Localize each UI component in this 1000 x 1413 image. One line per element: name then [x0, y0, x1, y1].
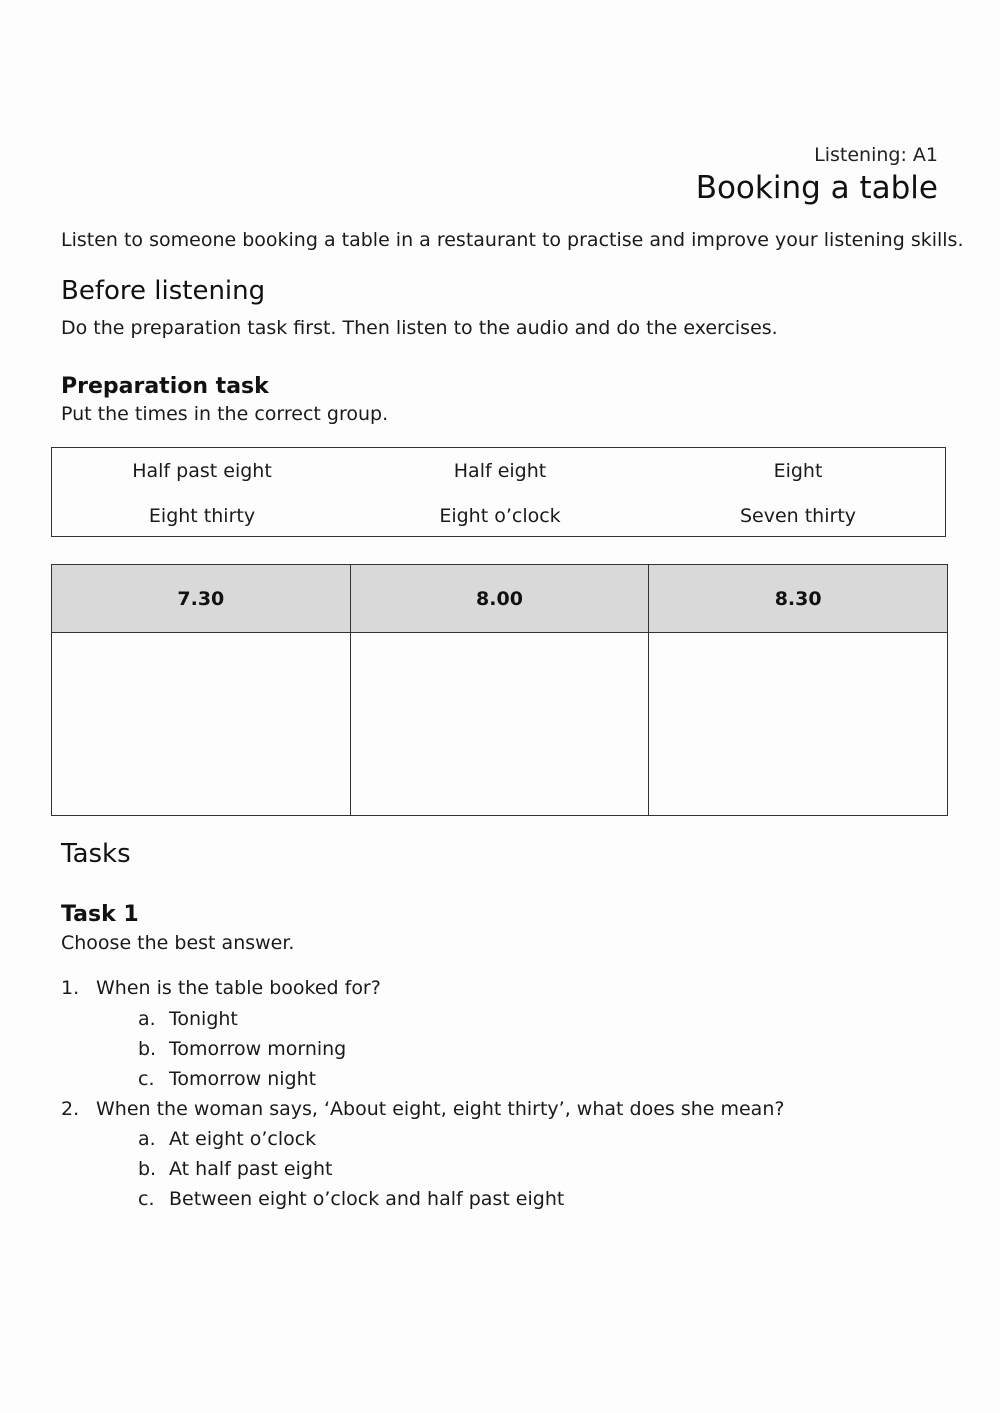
word-bank: [51, 447, 946, 537]
drop-zone-830[interactable]: [649, 633, 948, 816]
column-header-730: 7.30: [52, 565, 351, 633]
option-2b[interactable]: [138, 1158, 332, 1180]
question-text: When is the table booked for?: [96, 977, 381, 999]
option-letter: a.: [138, 1008, 156, 1030]
option-text: Between eight o’clock and half past eight: [169, 1188, 565, 1210]
question-number: 2.: [61, 1098, 80, 1120]
before-listening-text: Do the preparation task first. Then listen to the audio and do the exercises.: [61, 317, 778, 339]
drop-zone-800[interactable]: [350, 633, 649, 816]
question-2: [61, 1098, 784, 1120]
column-header-830: 8.30: [649, 565, 948, 633]
word-item[interactable]: Eight thirty: [148, 505, 256, 527]
page-title: Booking a table: [695, 170, 938, 206]
column-header-800: 8.00: [350, 565, 649, 633]
option-text: Tonight: [169, 1008, 238, 1030]
option-letter: b.: [138, 1038, 157, 1060]
option-text: At eight o’clock: [169, 1128, 317, 1150]
before-listening-heading: Before listening: [61, 276, 266, 306]
word-item[interactable]: Seven thirty: [739, 505, 857, 527]
question-text: When the woman says, ‘About eight, eight thirty’, what does she mean?: [96, 1098, 785, 1120]
option-1c[interactable]: [138, 1068, 316, 1090]
preparation-instruction: Put the times in the correct group.: [61, 403, 389, 425]
task1-heading: Task 1: [61, 902, 139, 927]
option-text: At half past eight: [169, 1158, 333, 1180]
option-1b[interactable]: [138, 1038, 346, 1060]
option-text: Tomorrow morning: [169, 1038, 347, 1060]
question-number: 1.: [61, 977, 80, 999]
level-label: Listening: A1: [814, 144, 938, 166]
option-letter: a.: [138, 1128, 156, 1150]
grouping-table: [51, 564, 948, 816]
preparation-heading: Preparation task: [61, 374, 269, 399]
option-letter: c.: [138, 1188, 155, 1210]
word-item[interactable]: Half past eight: [132, 460, 272, 482]
tasks-heading: Tasks: [61, 839, 131, 869]
task1-instruction: Choose the best answer.: [61, 932, 295, 954]
intro-text: Listen to someone booking a table in a restaurant to practise and improve your listening skills.: [61, 229, 964, 251]
word-item[interactable]: Eight o’clock: [439, 505, 561, 527]
question-1: [61, 977, 381, 999]
word-item[interactable]: Eight: [773, 460, 823, 482]
word-item[interactable]: Half eight: [453, 460, 547, 482]
option-letter: b.: [138, 1158, 157, 1180]
drop-zone-730[interactable]: [52, 633, 351, 816]
option-2c[interactable]: [138, 1188, 564, 1210]
option-2a[interactable]: [138, 1128, 316, 1150]
option-letter: c.: [138, 1068, 155, 1090]
option-text: Tomorrow night: [169, 1068, 317, 1090]
option-1a[interactable]: [138, 1008, 238, 1030]
